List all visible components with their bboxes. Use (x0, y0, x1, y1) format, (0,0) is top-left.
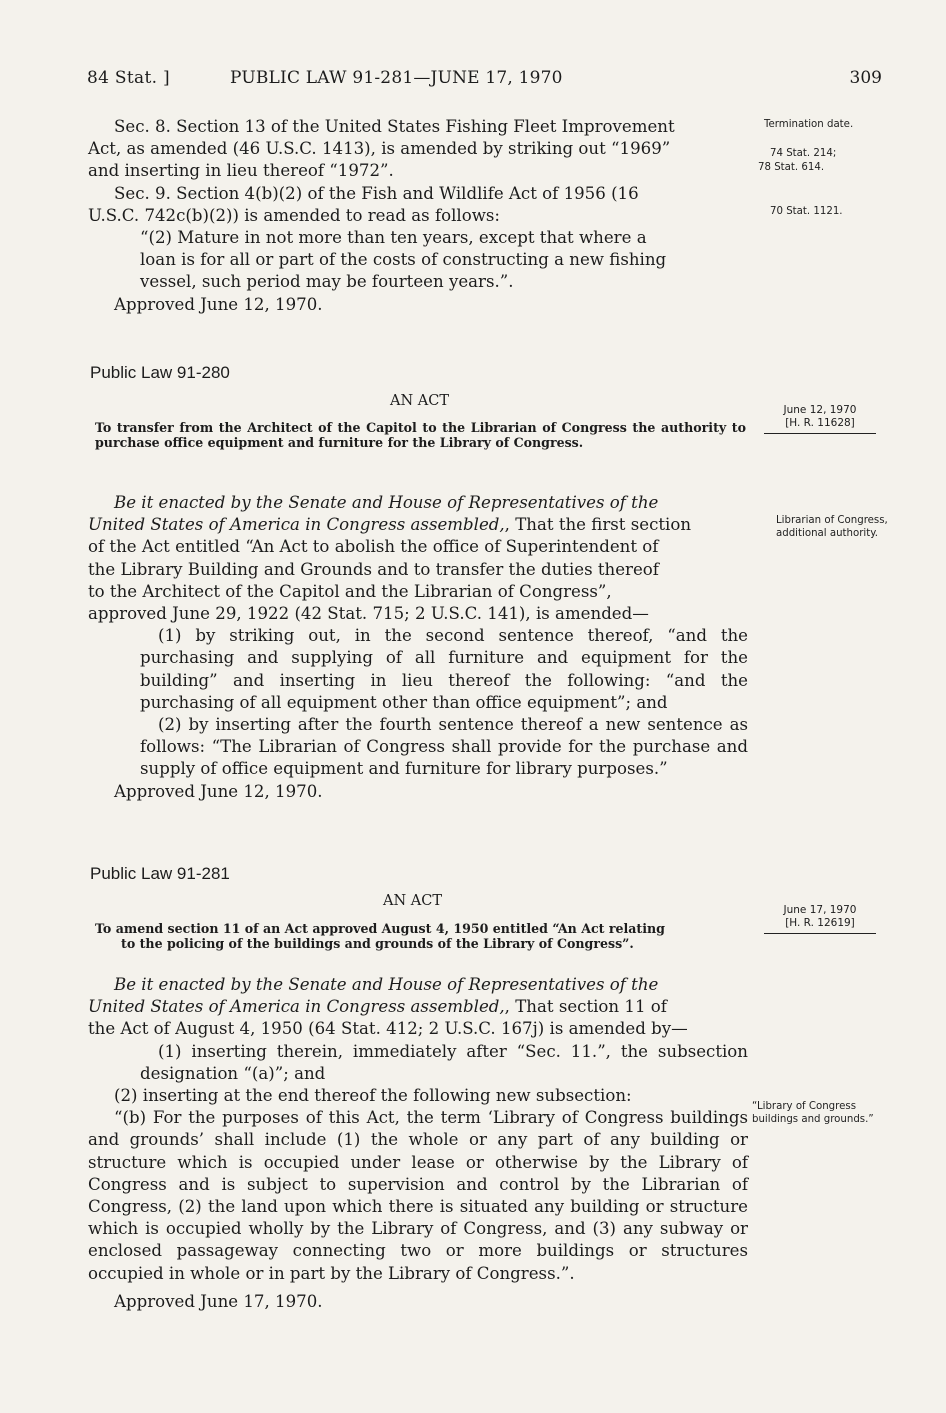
sec8-9-block (88, 116, 748, 316)
law-281-summary-line-2: to the policing of the buildings and grounds of the Library of Congress”. (121, 936, 634, 951)
law-280-body-3: to the Architect of the Capitol and the Librarian of Congress”, (88, 581, 612, 601)
law-281-body (88, 974, 748, 1313)
margin-stat-1121: 70 Stat. 1121. (770, 206, 843, 217)
law-280-act-label: AN ACT (390, 393, 450, 409)
sec8-line-2: Act, as amended (46 U.S.C. 1413), is amended by striking out “1969” (88, 139, 671, 159)
sec9-line-1: Sec. 9. Section 4(b)(2) of the Fish and Wildlife Act of 1956 (16 (114, 183, 639, 203)
law-280-body-1: of the Act entitled “An Act to abolish the office of Superintendent of (88, 537, 659, 557)
law-280-summary-text: To transfer from the Architect of the Capitol to the Librarian of Congress the authority to purchase office equipment and furniture for the Library of Congress. (95, 420, 746, 450)
margin-stat-ref-2: 78 Stat. 614. (758, 162, 825, 173)
law-280-body (88, 492, 748, 803)
law-280-enact-1: Be it enacted by the Senate and House of Representatives of the (114, 493, 659, 512)
law-281-title: Public Law 91-281 (90, 864, 230, 883)
law-280-enact-2: United States of America in Congress assembled, (88, 515, 505, 535)
law-281-summary (95, 921, 746, 951)
law-281-docket (764, 904, 876, 934)
sec9-line-2: U.S.C. 742c(b)(2)) is amended to read as follows: (88, 205, 501, 225)
law-280-enact-line-2: United States of America in Congress assembled,, That the first section (88, 515, 692, 535)
law-280-body-2: the Library Building and Grounds and to transfer the duties thereof (88, 559, 659, 579)
law-281-act-label: AN ACT (383, 893, 443, 909)
law-281-body-0: That section 11 of (515, 997, 667, 1017)
law-280-summary (95, 420, 746, 450)
approved-june-17: Approved June 17, 1970. (114, 1291, 323, 1311)
law-281-subsection-b: “(b) For the purposes of this Act, the term ‘Library of Congress buildings and grounds’ shall include (1) the whole or any part of any building or structure which is occupied under lease or otherwise by the Library of Congress and is subject to supervision and control by the Librarian of Congress, (2) the land upon which there is situated any building or structure which is occupied wholly by the Library of Congress, and (3) any subway or enclosed passageway connecting two or more buildings or structures occupied in whole or in part by the Library of Congress.”. (88, 1108, 748, 1283)
approved-june-12-a: Approved June 12, 1970. (114, 294, 323, 314)
law-281-summary-line-1: To amend section 11 of an Act approved August 4, 1950 entitled “An Act relating (95, 921, 665, 936)
sec8-line-3: and inserting in lieu thereof “1972”. (88, 161, 394, 181)
header-stat-ref: 84 Stat. ] (87, 68, 170, 88)
quote-line-2: loan is for all or part of the costs of constructing a new fishing (140, 250, 667, 270)
margin-librarian: Librarian of Congress, additional authority. (776, 515, 888, 539)
law-281-item-1: (1) inserting therein, immediately after “Sec. 11.”, the subsection designation “(a)”; and (140, 1041, 748, 1083)
law-280-body-4: approved June 29, 1922 (42 Stat. 715; 2 U.S.C. 141), is amended— (88, 604, 649, 624)
margin-stat-ref-1: 74 Stat. 214; (770, 148, 837, 159)
approved-june-12-b: Approved June 12, 1970. (114, 781, 323, 801)
law-280-enact-line-1 (88, 492, 748, 514)
law-280-docket (764, 404, 876, 434)
law-280-date: June 12, 1970 (783, 404, 857, 416)
law-281-enact-1: Be it enacted by the Senate and House of Representatives of the (114, 975, 659, 994)
law-280-item-1: (1) by striking out, in the second sentence thereof, “and the purchasing and supplying of all furniture and equipment for the building” and inserting in lieu thereof the following: “and the purchasing of all equipment other than office equipment”; and (140, 626, 748, 712)
quote-line-3: vessel, such period may be fourteen years.”. (140, 272, 514, 292)
law-281-enact-line-2: United States of America in Congress assembled,, That section 11 of (88, 997, 667, 1017)
quote-line-1: “(2) Mature in not more than ten years, except that where a (140, 228, 647, 248)
law-281-date: June 17, 1970 (783, 904, 857, 916)
law-280-bill: [H. R. 11628] (785, 417, 855, 429)
header-title: PUBLIC LAW 91-281—JUNE 17, 1970 (230, 68, 563, 88)
law-280-body-0: That the first section (515, 515, 692, 535)
sec8-line-1: Sec. 8. Section 13 of the United States Fishing Fleet Improvement (114, 117, 675, 136)
law-281-enact-2: United States of America in Congress assembled, (88, 997, 505, 1017)
margin-library-def: “Library of Congress buildings and grounds.” (752, 1101, 874, 1125)
law-280-item-2: (2) by inserting after the fourth sentence thereof a new sentence as follows: “The Librarian of Congress shall provide for the purchase and supply of office equipment and furniture for library purposes.” (140, 715, 748, 779)
law-281-item-2: (2) inserting at the end thereof the following new subsection: (114, 1086, 632, 1106)
law-281-body-1: the Act of August 4, 1950 (64 Stat. 412; 2 U.S.C. 167j) is amended by— (88, 1019, 688, 1039)
margin-termination-date: Termination date. (764, 119, 854, 130)
law-280-title: Public Law 91-280 (90, 363, 230, 382)
law-281-enact-line-1 (88, 974, 748, 996)
page-number: 309 (849, 68, 882, 88)
law-281-bill: [H. R. 12619] (785, 917, 855, 929)
